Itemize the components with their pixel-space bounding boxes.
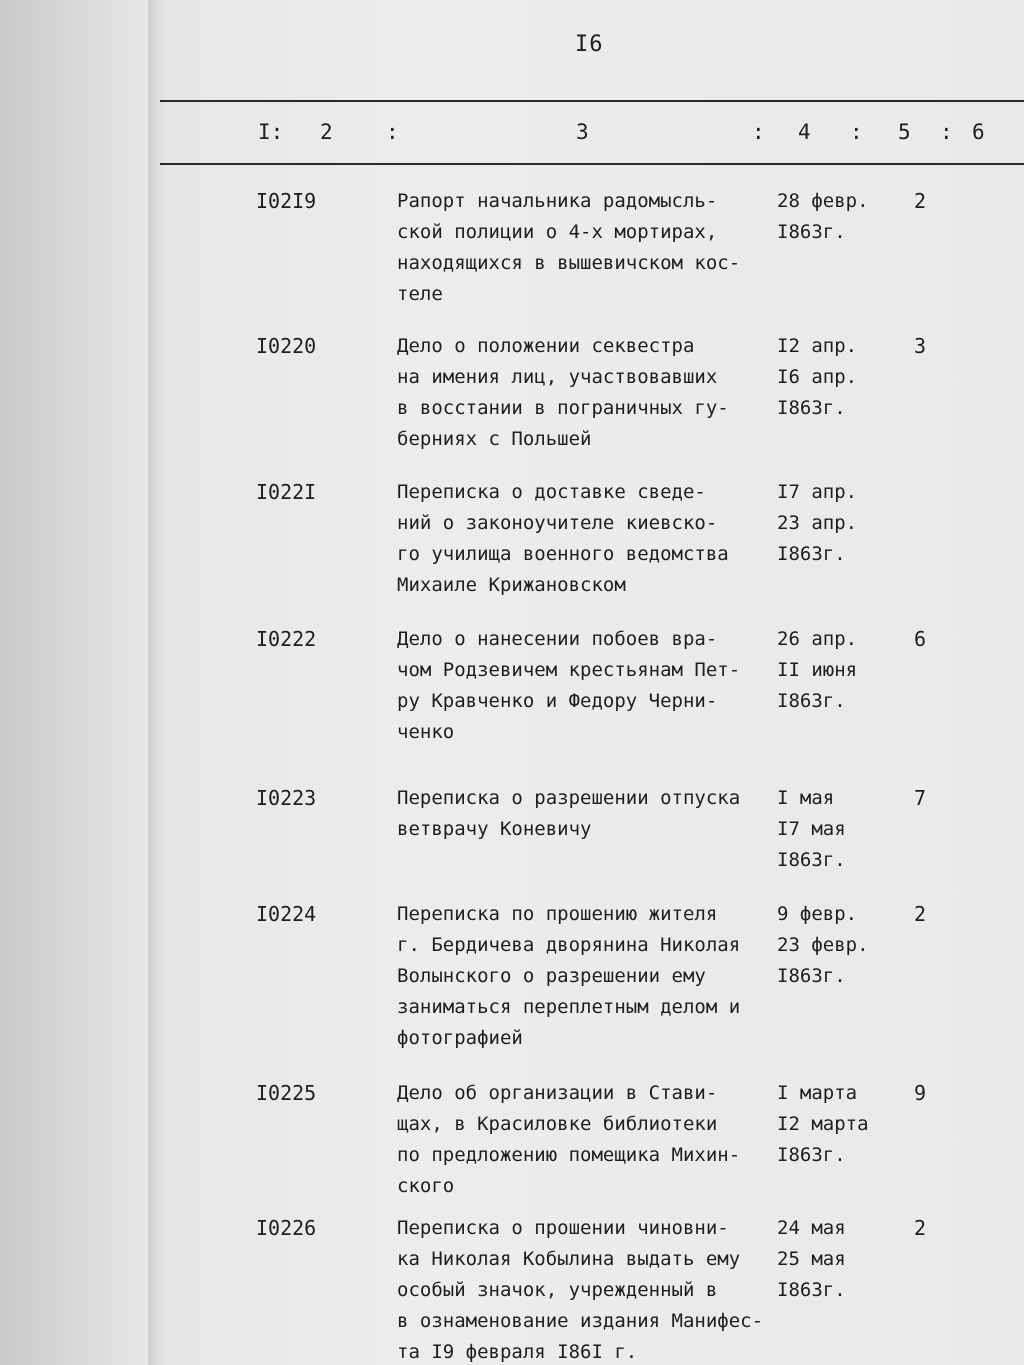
description-line: теле	[397, 283, 443, 305]
description-line: в восстании в пограничных гу-	[397, 397, 729, 419]
description-line: берниях с Польшей	[397, 428, 592, 450]
entry-description	[397, 783, 777, 845]
description-line: го училища военного ведомства	[397, 543, 729, 565]
entry-description	[397, 1078, 777, 1202]
entry-sheet-count: 2	[914, 1216, 927, 1240]
entry-description	[397, 624, 777, 748]
column-header-7: :	[850, 120, 863, 144]
description-line: чом Родзевичем крестьянам Пет-	[397, 659, 741, 681]
entry-sheet-count: 6	[914, 627, 927, 651]
description-line: по предложению помещика Михин-	[397, 1144, 741, 1166]
column-header-10: 6	[972, 120, 985, 144]
date-line: I7 апр.	[777, 481, 858, 503]
date-line: I863г.	[777, 543, 846, 565]
book-gutter-shadow	[148, 0, 166, 1365]
description-line: заниматься переплетным делом и	[397, 996, 741, 1018]
column-header-6: 4	[798, 120, 811, 144]
date-line: 28 февр.	[777, 190, 869, 212]
date-line: I марта	[777, 1082, 858, 1104]
entry-description	[397, 477, 777, 601]
description-line: фотографией	[397, 1027, 523, 1049]
column-header-5: :	[752, 120, 765, 144]
description-line: щах, в Красиловке библиотеки	[397, 1113, 718, 1135]
page-number: I6	[575, 32, 604, 57]
entry-sheet-count: 3	[914, 334, 927, 358]
date-line: 25 мая	[777, 1248, 846, 1270]
description-line: ру Кравченко и Федору Черни-	[397, 690, 718, 712]
date-line: 26 апр.	[777, 628, 858, 650]
entry-description	[397, 1213, 777, 1365]
entry-dates	[777, 186, 869, 248]
description-line: ветврачу Коневичу	[397, 818, 592, 840]
date-line: I6 апр.	[777, 366, 858, 388]
date-line: I мая	[777, 787, 835, 809]
header-bottom-rule	[160, 163, 1024, 165]
entry-number: I02I9	[256, 189, 317, 213]
date-line: 9 февр.	[777, 903, 858, 925]
entry-number: I0224	[256, 902, 317, 926]
column-header-8: 5	[898, 120, 911, 144]
date-line: 23 апр.	[777, 512, 858, 534]
date-line: I863г.	[777, 397, 846, 419]
description-line: Переписка о доставке сведе-	[397, 481, 706, 503]
column-header-2: 2	[320, 120, 333, 144]
date-line: I863г.	[777, 1144, 846, 1166]
description-line: ского	[397, 1175, 455, 1197]
description-line: особый значок, учрежденный в	[397, 1279, 718, 1301]
description-line: Переписка по прошению жителя	[397, 903, 718, 925]
entry-number: I0226	[256, 1216, 317, 1240]
header-top-rule	[160, 100, 1024, 102]
description-line: ченко	[397, 721, 455, 743]
entry-number: I0223	[256, 786, 317, 810]
description-line: Дело об организации в Стави-	[397, 1082, 718, 1104]
description-line: Рапорт начальника радомысль-	[397, 190, 718, 212]
entry-description	[397, 899, 777, 1054]
entry-sheet-count: 9	[914, 1081, 927, 1105]
column-header-3: :	[386, 120, 399, 144]
date-line: I7 мая	[777, 818, 846, 840]
description-line: ка Николая Кобылина выдать ему	[397, 1248, 741, 1270]
entry-dates	[777, 1213, 846, 1306]
description-line: Волынского о разрешении ему	[397, 965, 706, 987]
date-line: I863г.	[777, 849, 846, 871]
date-line: I863г.	[777, 1279, 846, 1301]
entry-dates	[777, 1078, 869, 1171]
entry-number: I0225	[256, 1081, 317, 1105]
entry-dates	[777, 899, 869, 992]
entry-number: I0222	[256, 627, 317, 651]
date-line: I2 марта	[777, 1113, 869, 1135]
date-line: I863г.	[777, 221, 846, 243]
date-line: 24 мая	[777, 1217, 846, 1239]
column-header-4: 3	[576, 120, 589, 144]
date-line: I2 апр.	[777, 335, 858, 357]
entry-number: I022I	[256, 480, 317, 504]
description-line: та I9 февраля I86I г.	[397, 1341, 638, 1363]
column-header-1: I:	[258, 120, 284, 144]
description-line: ской полиции о 4-х мортирах,	[397, 221, 718, 243]
date-line: 23 февр.	[777, 934, 869, 956]
description-line: на имения лиц, участвовавших	[397, 366, 718, 388]
description-line: Переписка о прошении чиновни-	[397, 1217, 729, 1239]
entry-number: I0220	[256, 334, 317, 358]
entry-sheet-count: 2	[914, 189, 927, 213]
date-line: I863г.	[777, 690, 846, 712]
description-line: ний о законоучителе киевско-	[397, 512, 718, 534]
entry-dates	[777, 331, 857, 424]
entry-dates	[777, 783, 846, 876]
description-line: Дело о нанесении побоев вра-	[397, 628, 718, 650]
entry-dates	[777, 624, 857, 717]
entry-sheet-count: 7	[914, 786, 927, 810]
description-line: г. Бердичева дворянина Николая	[397, 934, 741, 956]
date-line: I863г.	[777, 965, 846, 987]
date-line: II июня	[777, 659, 858, 681]
column-header-9: :	[940, 120, 953, 144]
description-line: Дело о положении секвестра	[397, 335, 695, 357]
entry-description	[397, 186, 777, 310]
entry-dates	[777, 477, 857, 570]
entry-description	[397, 331, 777, 455]
description-line: находящихся в вышевичском кос-	[397, 252, 741, 274]
description-line: Михаиле Крижановском	[397, 574, 626, 596]
description-line: в ознаменование издания Манифес-	[397, 1310, 764, 1332]
description-line: Переписка о разрешении отпуска	[397, 787, 741, 809]
entry-sheet-count: 2	[914, 902, 927, 926]
